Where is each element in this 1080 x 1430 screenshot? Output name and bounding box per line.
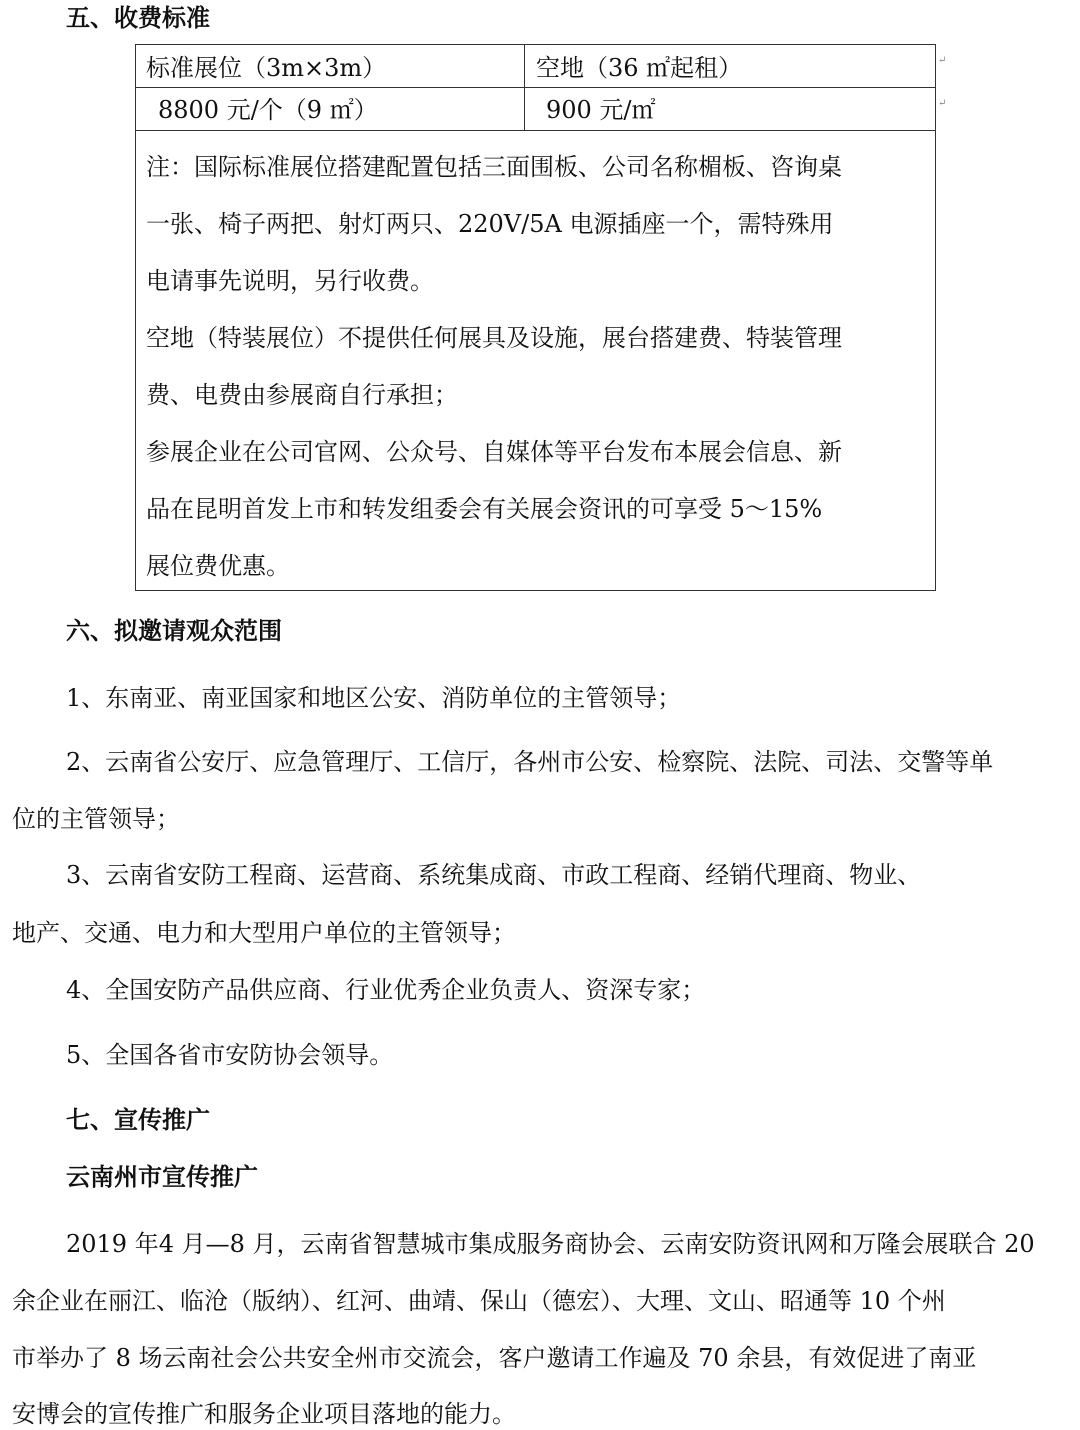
table-price-standard-booth: 8800 元/个（9 ㎡） <box>158 96 378 124</box>
audience-item: 1、东南亚、南亚国家和地区公安、消防单位的主管领导； <box>66 684 682 712</box>
table-note-line: 参展企业在公司官网、公众号、自媒体等平台发布本展会信息、新 <box>146 438 842 466</box>
subheading-yunnan-promotion: 云南州市宣传推广 <box>66 1163 258 1191</box>
table-note-line: 一张、椅子两把、射灯两只、220V/5A 电源插座一个，需特殊用 <box>146 210 834 238</box>
paragraph-mark-icon: ↵ <box>938 98 947 109</box>
table-note-line: 空地（特装展位）不提供任何展具及设施，展台搭建费、特装管理 <box>146 324 842 352</box>
table-header-standard-booth: 标准展位（3m×3m） <box>146 54 387 82</box>
audience-item: 5、全国各省市安防协会领导。 <box>66 1041 394 1069</box>
paragraph-mark-icon: ↵ <box>938 55 947 66</box>
table-divider-row2 <box>136 130 935 131</box>
audience-item-continued: 地产、交通、电力和大型用户单位的主管领导； <box>12 919 516 947</box>
table-price-raw-space: 900 元/㎡ <box>546 96 656 124</box>
table-note-line: 品在昆明首发上市和转发组委会有关展会资讯的可享受 5～15% <box>146 495 823 523</box>
section-heading-fees: 五、收费标准 <box>66 4 210 32</box>
fee-table <box>135 44 936 591</box>
audience-item: 2、云南省公安厅、应急管理厅、工信厅，各州市公安、检察院、法院、司法、交警等单 <box>66 748 994 776</box>
section-heading-promotion: 七、宣传推广 <box>66 1106 210 1134</box>
promotion-paragraph-line: 余企业在丽江、临沧（版纳）、红河、曲靖、保山（德宏）、大理、文山、昭通等 10 个州 <box>12 1287 946 1315</box>
promotion-paragraph-line: 2019 年4 月—8 月，云南省智慧城市集成服务商协会、云南安防资讯网和万隆会展联合 20 <box>66 1230 1035 1258</box>
table-note-line: 电请事先说明，另行收费。 <box>146 267 434 295</box>
section-heading-audience: 六、拟邀请观众范围 <box>66 617 282 645</box>
table-note-line: 费、电费由参展商自行承担； <box>146 381 458 409</box>
table-note-line: 注：国际标准展位搭建配置包括三面围板、公司名称楣板、咨询桌 <box>146 153 842 181</box>
promotion-paragraph-line: 市举办了 8 场云南社会公共安全州市交流会，客户邀请工作遍及 70 余县，有效促进了南亚 <box>12 1344 977 1372</box>
promotion-paragraph-line: 安博会的宣传推广和服务企业项目落地的能力。 <box>12 1400 516 1428</box>
audience-item: 4、全国安防产品供应商、行业优秀企业负责人、资深专家； <box>66 976 706 1004</box>
table-divider-row1 <box>136 87 935 88</box>
audience-item-continued: 位的主管领导； <box>12 805 180 833</box>
table-note-line: 展位费优惠。 <box>146 552 290 580</box>
audience-item: 3、云南省安防工程商、运营商、系统集成商、市政工程商、经销代理商、物业、 <box>66 861 922 889</box>
table-header-raw-space: 空地（36 ㎡起租） <box>536 54 743 82</box>
